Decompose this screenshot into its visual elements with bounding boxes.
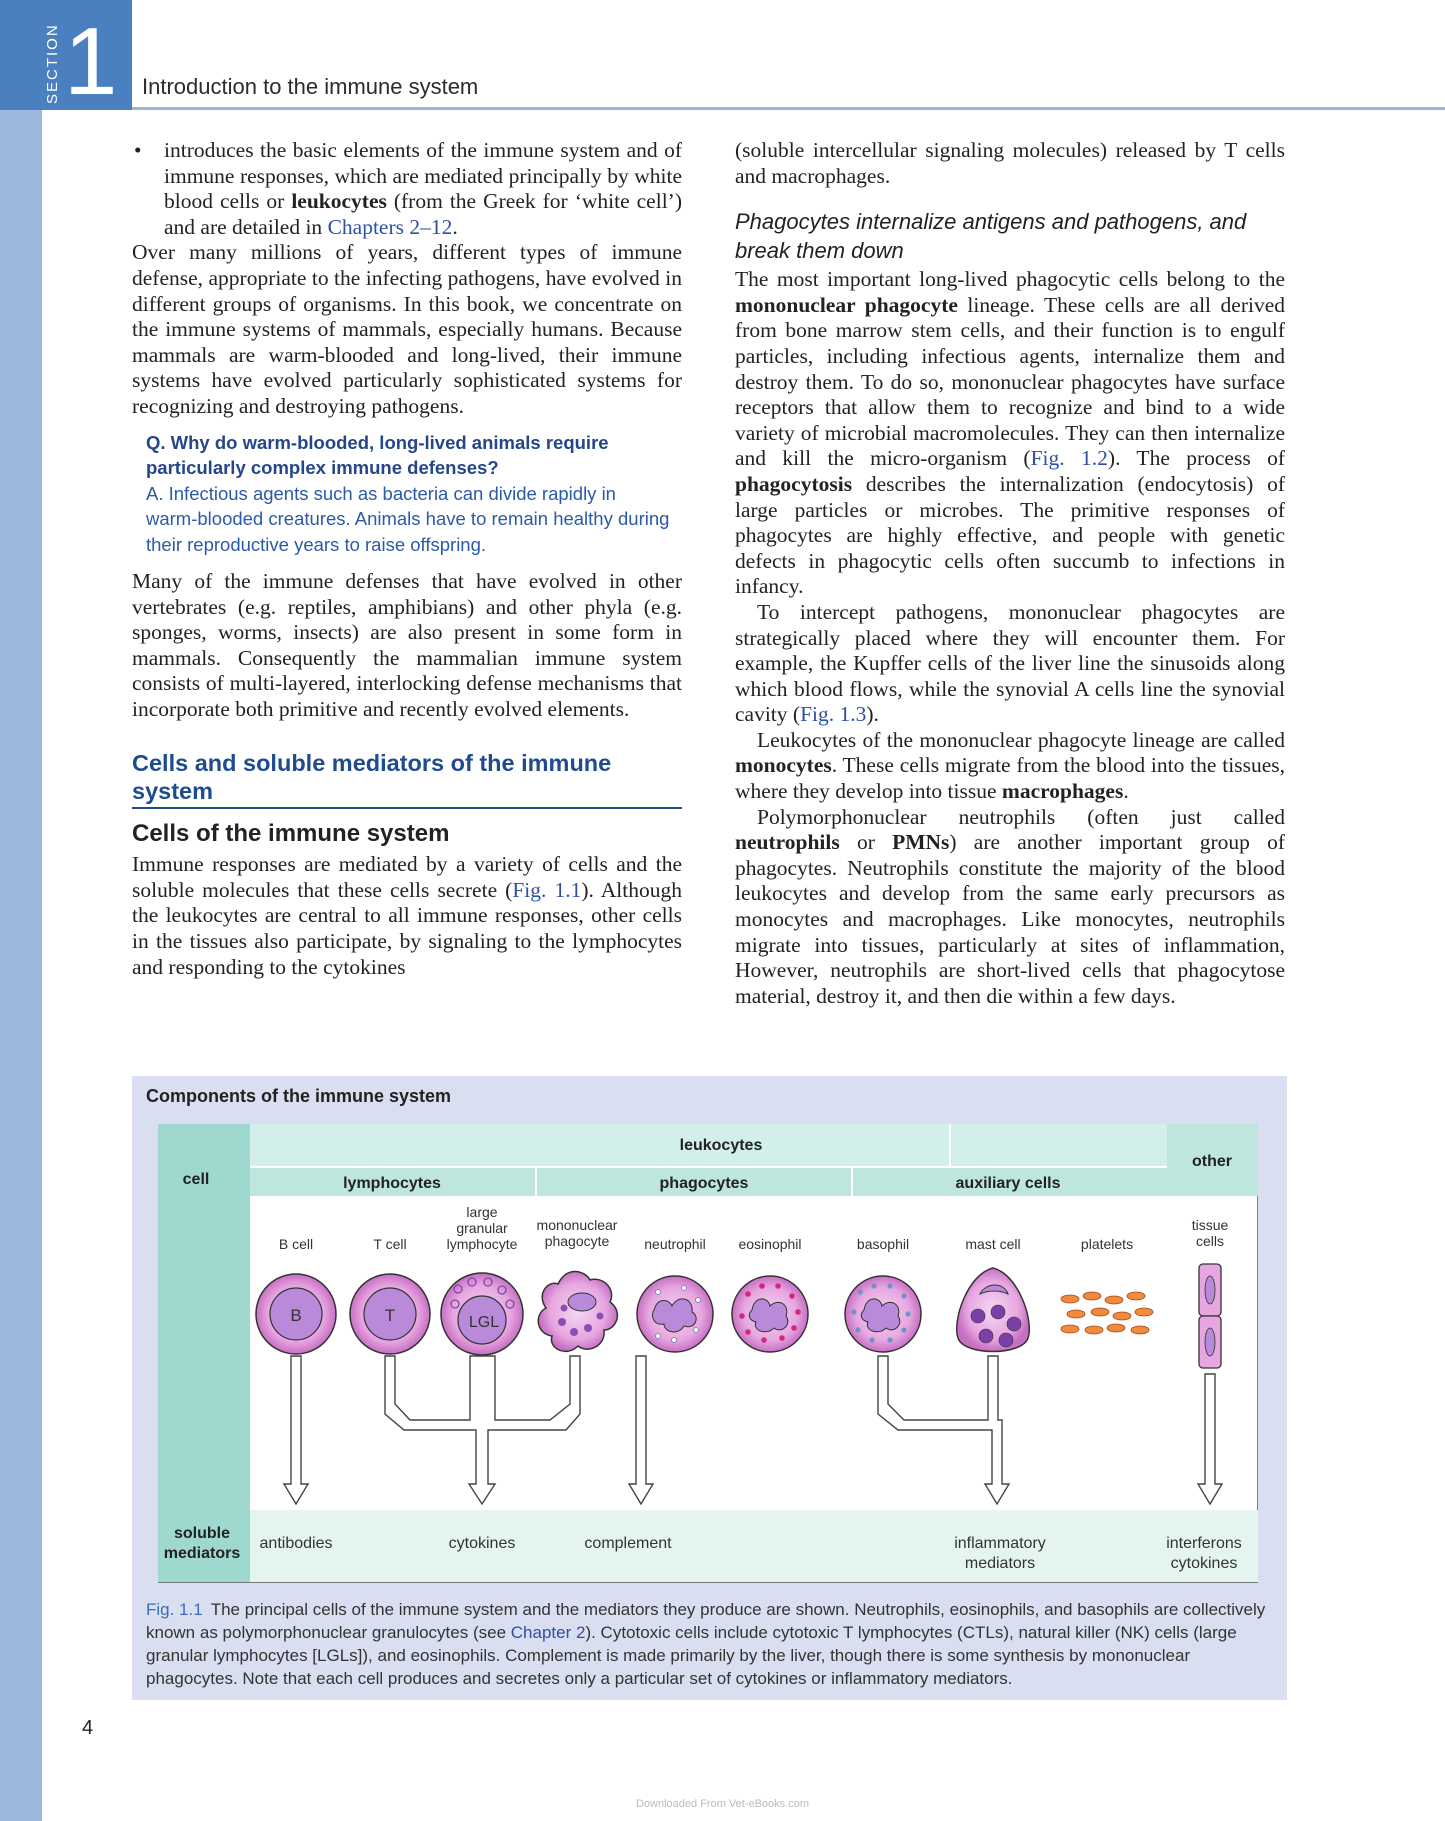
paragraph: To intercept pathogens, mononuclear phagocytes are strategically placed where they will encounter them. For example, the Kupffer cells of the liver line the sinusoids along which blood flows, while the synovial A cells line the synovial cavity (Fig. 1.3). xyxy=(735,599,1285,727)
answer: A. Infectious agents such as bacteria can divide rapidly in warm-blooded creatures. Animals have to remain healthy during their reproductive years to raise offspring. xyxy=(146,482,670,555)
immune-components-diagram xyxy=(158,1124,1258,1586)
italic-heading: Phagocytes internalize antigens and pathogens, and break them down xyxy=(735,209,1247,264)
subgroup-auxiliary: auxiliary cells xyxy=(955,1175,1061,1192)
eosinophil-icon xyxy=(732,1276,808,1352)
t-cell-letter: T xyxy=(384,1306,396,1325)
mediator-inflammatory-1: inflammatory xyxy=(954,1535,1046,1552)
tissue-cells-icon xyxy=(1199,1264,1221,1368)
platelets-icon xyxy=(1061,1292,1153,1334)
row-label-cell: cell xyxy=(182,1171,210,1188)
question: Q. Why do warm-blooded, long-lived animals require particularly complex immune defenses? xyxy=(146,431,609,479)
mediator-antibodies: antibodies xyxy=(259,1535,333,1552)
label-eosinophil: eosinophil xyxy=(738,1236,802,1252)
label-t-cell: T cell xyxy=(373,1236,407,1252)
mediator-cytokines-other: cytokines xyxy=(1170,1555,1238,1572)
section-number: 1 xyxy=(64,8,118,115)
label-lgl-1: large xyxy=(466,1204,498,1220)
mediator-inflammatory-2: mediators xyxy=(964,1555,1036,1572)
subgroup-lymphocytes: lymphocytes xyxy=(343,1175,441,1192)
label-mast-cell: mast cell xyxy=(965,1236,1021,1252)
group-other: other xyxy=(1192,1153,1232,1170)
label-basophil: basophil xyxy=(856,1236,910,1252)
footer-watermark: Downloaded From Vet-eBooks.com xyxy=(635,1798,810,1810)
section-heading: Cells and soluble mediators of the immune system xyxy=(132,749,682,809)
label-tissue-2: cells xyxy=(1195,1233,1225,1249)
section-tab xyxy=(0,0,132,115)
paragraph: Leukocytes of the mononuclear phagocyte lineage are called monocytes. These cells migrate from the blood into the tissues, where they develop into tissue macrophages. xyxy=(735,727,1285,804)
paragraph: Many of the immune defenses that have evolved in other vertebrates (e.g. reptiles, amphibians) and other phyla (e.g. sponges, worms, insects) are also present in some form in mammals. Consequently the mammalian immune system consists of multi-layered, interlocking defense mechanisms that incorporate both primitive and recently evolved elements. xyxy=(132,569,682,721)
paragraph: The most important long-lived phagocytic cells belong to the mononuclear phagocyte lineage. These cells are all derived from bone marrow stem cells, and their function is to engulf particles, including infectious agents, internalize them and destroy them. To do so, mononuclear phagocytes have surface receptors that allow them to recognize and bind to a wide variety of microbial macromolecules. They can then internalize and kill the micro-organism (Fig. 1.2). The process of phagocytosis describes the internalization (endocytosis) of large particles or microbes. The primitive responses of phagocytes are highly effective, and people with genetic defects in phagocytic cells often succumb to infections in infancy. xyxy=(735,267,1286,599)
label-mono-2: phagocyte xyxy=(544,1233,610,1249)
t-cell-icon xyxy=(350,1274,430,1354)
bullet-item xyxy=(134,138,682,240)
row-header-column xyxy=(158,1124,250,1582)
mediator-complement: complement xyxy=(584,1535,672,1552)
b-cell-icon xyxy=(256,1274,336,1354)
chapters-link[interactable]: Chapters 2–12 xyxy=(327,214,453,239)
label-lgl-2: granular xyxy=(456,1220,508,1236)
paragraph: Over many millions of years, different types of immune defense, appropriate to the infecting pathogens, have evolved in different groups of organisms. In this book, we concentrate on the immune systems of mammals, especially humans. Because mammals are warm-blooded and long-lived, their immune systems have evolved particularly sophisticated systems for recognizing and destroying pathogens. xyxy=(132,240,682,418)
chapter-2-link[interactable]: Chapter 2 xyxy=(510,1623,586,1642)
paragraph: Polymorphonuclear neutrophils (often just called neutrophils or PMNs) are another important group of phagocytes. Neutrophils constitute the majority of the blood leukocytes and develop from the same early precursors as monocytes and macrophages. Like monocytes, neutrophils migrate into tissues, particularly at sites of inflammation, However, neutrophils are short-lived cells that phagocytose material, destroy it, and then die within a few days. xyxy=(735,804,1285,1008)
group-leukocytes: leukocytes xyxy=(679,1137,763,1154)
mediator-interferons: interferons xyxy=(1166,1535,1242,1552)
lgl-cell-icon xyxy=(441,1273,523,1355)
fig-1-1-link[interactable]: Fig. 1.1 xyxy=(512,877,582,902)
figure-label: Fig. 1.1 xyxy=(146,1600,203,1619)
label-platelets: platelets xyxy=(1080,1236,1134,1252)
figure-caption: Fig. 1.1 The principal cells of the immune system and the mediators they produce are shown. Neutrophils, eosinophils, and basophils are collectively known as polymorphonuclear granulocytes (see Chapter 2). Cytotoxic cells include cytotoxic T lymphocytes (CTLs), natural killer (NK) cells (large granular lymphocytes [LGLs]), and eosinophils. Complement is made primarily by the liver, though there is some synthesis by mononuclear phagocytes. Note that each cell produces and secretes only a particular set of cytokines or inflammatory mediators. xyxy=(146,1600,1266,1688)
neutrophil-icon xyxy=(637,1276,713,1352)
fig-1-3-link[interactable]: Fig. 1.3 xyxy=(800,702,867,727)
sub-heading: Cells of the immune system xyxy=(132,819,450,847)
label-lgl-3: lymphocyte xyxy=(446,1236,518,1252)
bullet-dot: • xyxy=(134,138,142,162)
page-number: 4 xyxy=(82,1717,94,1739)
subgroup-phagocytes: phagocytes xyxy=(659,1175,749,1192)
paragraph: Immune responses are mediated by a variety of cells and the soluble molecules that these cells secrete (Fig. 1.1). Although the leukocytes are central to all immune responses, other cells in the tissues also participate, by signaling to the lymphocytes and responding to the cytokines xyxy=(132,852,683,979)
label-b-cell: B cell xyxy=(278,1236,314,1252)
fig-1-2-link[interactable]: Fig. 1.2 xyxy=(1030,446,1108,471)
mediator-cytokines: cytokines xyxy=(448,1535,516,1552)
label-tissue-1: tissue xyxy=(1191,1217,1229,1233)
row-label-soluble: soluble xyxy=(173,1525,231,1542)
lgl-letter: LGL xyxy=(468,1314,500,1331)
basophil-icon xyxy=(845,1276,921,1352)
paragraph: (soluble intercellular signaling molecules) released by T cells and macrophages. xyxy=(735,138,1285,188)
left-column xyxy=(132,138,682,980)
qa-box xyxy=(146,430,670,558)
label-neutrophil: neutrophil xyxy=(644,1236,706,1252)
bullet-text: introduces the basic elements of the immune system and of immune responses, which are mediated principally by white blood cells or leukocytes (from the Greek for ‘white cell’) and are detailed in Chapters 2–12. xyxy=(164,138,682,239)
header-rule xyxy=(132,107,1445,110)
left-margin-strip xyxy=(0,0,42,1821)
mediators-band xyxy=(250,1510,1258,1582)
label-mono-1: mononuclear xyxy=(536,1217,618,1233)
section-word: SECTION xyxy=(44,23,61,104)
right-column xyxy=(735,138,1285,1009)
b-cell-letter: B xyxy=(290,1306,302,1325)
row-label-mediators: mediators xyxy=(163,1545,241,1562)
figure-title: Components of the immune system xyxy=(146,1086,452,1106)
chapter-title: Introduction to the immune system xyxy=(142,74,479,99)
